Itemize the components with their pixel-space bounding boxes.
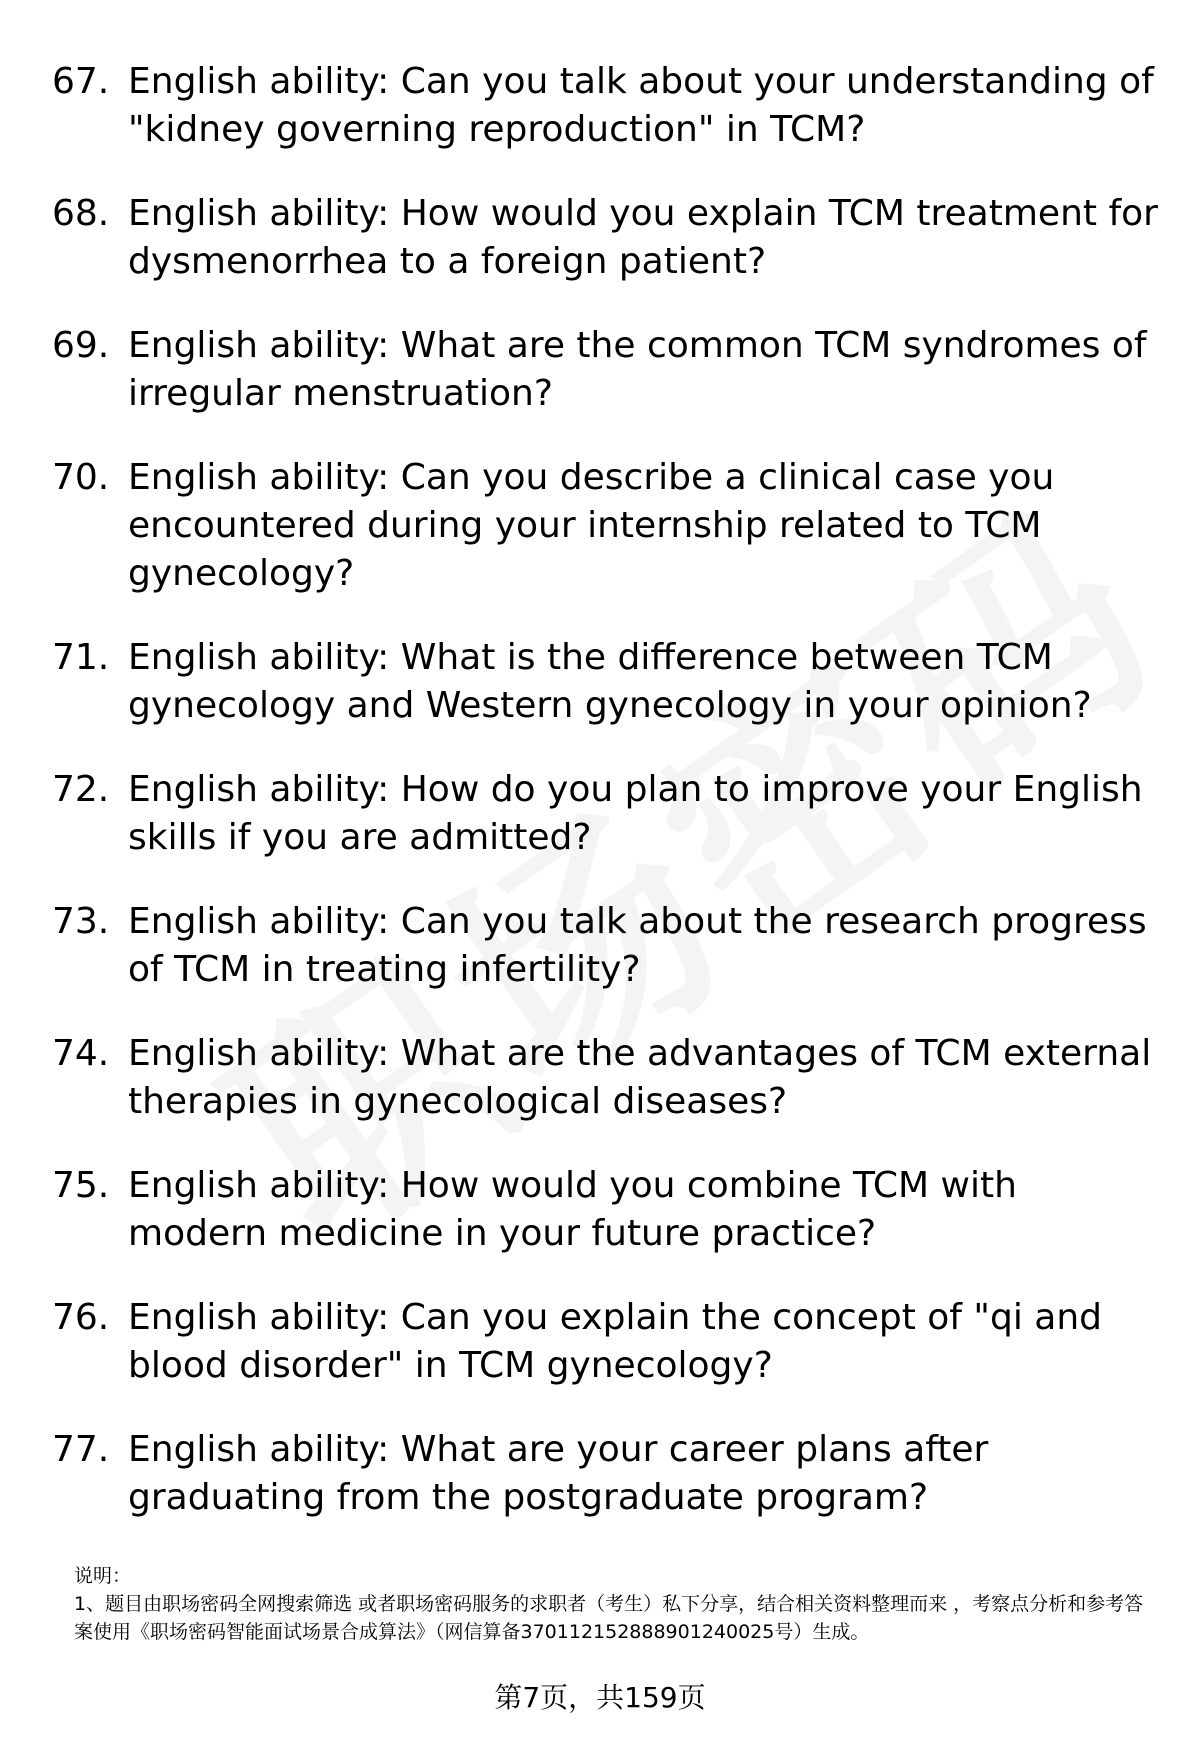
question-list bbox=[0, 58, 1200, 1558]
notes-body: 1、题目由职场密码全网搜索筛选 或者职场密码服务的求职者（考生）私下分享，结合相关资料整理而来 ，考察点分析和参考答案使用《职场密码智能面试场景合成算法》（网信算备370112152888901240025号）生成。 bbox=[74, 1593, 1144, 1643]
question-number: 70. bbox=[52, 457, 110, 498]
question-text: English ability: How would you explain TCM treatment for dysmenorrhea to a foreign patient? bbox=[128, 193, 1158, 282]
question-item bbox=[0, 322, 1200, 418]
question-text: English ability: Can you talk about the research progress of TCM in treating infertility? bbox=[128, 901, 1147, 990]
question-item bbox=[0, 1162, 1200, 1258]
question-item bbox=[0, 634, 1200, 730]
footer-notes bbox=[74, 1562, 1154, 1646]
question-text: English ability: Can you talk about your understanding of "kidney governing reproduction" in TCM? bbox=[128, 61, 1154, 150]
question-number: 76. bbox=[52, 1297, 110, 1338]
question-text: English ability: How would you combine TCM with modern medicine in your future practice? bbox=[128, 1165, 1017, 1254]
question-item bbox=[0, 58, 1200, 154]
question-item bbox=[0, 1294, 1200, 1390]
question-number: 77. bbox=[52, 1429, 110, 1470]
question-item bbox=[0, 454, 1200, 598]
notes-heading: 说明： bbox=[74, 1565, 132, 1587]
question-item bbox=[0, 190, 1200, 286]
question-number: 67. bbox=[52, 61, 110, 102]
question-text: English ability: How do you plan to improve your English skills if you are admitted? bbox=[128, 769, 1143, 858]
question-text: English ability: What are your career plans after graduating from the postgraduate program? bbox=[128, 1429, 989, 1518]
question-text: English ability: Can you explain the concept of "qi and blood disorder" in TCM gynecology? bbox=[128, 1297, 1103, 1386]
question-number: 68. bbox=[52, 193, 110, 234]
question-number: 69. bbox=[52, 325, 110, 366]
question-number: 73. bbox=[52, 901, 110, 942]
question-item bbox=[0, 898, 1200, 994]
question-number: 72. bbox=[52, 769, 110, 810]
page-number: 第7页，共159页 bbox=[494, 1681, 706, 1714]
question-text: English ability: Can you describe a clinical case you encountered during your internship related to TCM gynecology? bbox=[128, 457, 1055, 594]
question-number: 71. bbox=[52, 637, 110, 678]
question-number: 75. bbox=[52, 1165, 110, 1206]
question-item bbox=[0, 1030, 1200, 1126]
question-text: English ability: What is the difference between TCM gynecology and Western gynecology in your opinion? bbox=[128, 637, 1092, 726]
question-item bbox=[0, 1426, 1200, 1522]
question-text: English ability: What are the common TCM syndromes of irregular menstruation? bbox=[128, 325, 1147, 414]
question-item bbox=[0, 766, 1200, 862]
question-number: 74. bbox=[52, 1033, 110, 1074]
question-text: English ability: What are the advantages of TCM external therapies in gynecological diseases? bbox=[128, 1033, 1152, 1122]
